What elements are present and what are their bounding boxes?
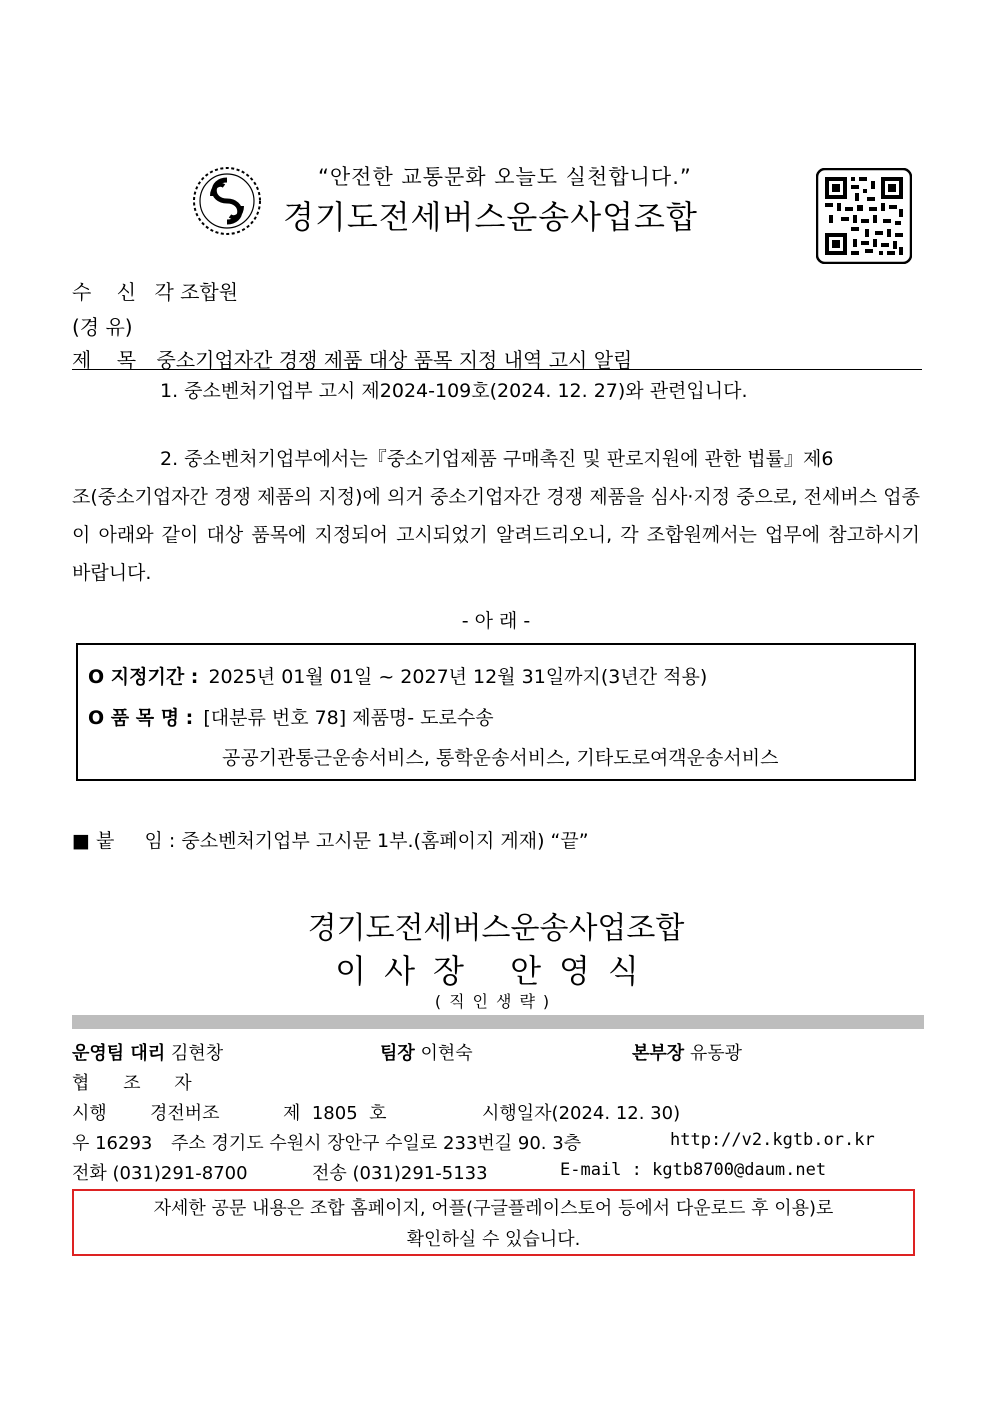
enforcement-date: 시행일자(2024. 12. 30)	[482, 1103, 681, 1124]
paragraph-2	[72, 440, 920, 592]
approval-2	[380, 1039, 473, 1065]
subject-value: 중소기업자간 경쟁 제품 대상 품목 지정 내역 고시 알림	[156, 348, 633, 372]
period-label: O 지정기간 :	[88, 666, 199, 688]
qr-code[interactable]	[816, 168, 912, 264]
homepage-link[interactable]: http://v2.kgtb.or.kr	[670, 1130, 875, 1150]
paragraph-1: 1. 중소벤처기업부 고시 제2024-109호(2024. 12. 27)와 관련입니다.	[160, 380, 748, 402]
approval-3	[632, 1039, 742, 1065]
address-text: 주소 경기도 수원시 장안구 수일로 233번길 90. 3층	[171, 1133, 582, 1154]
signature-org: 경기도전세버스운송사업조합	[307, 911, 685, 946]
paragraph-2-first-line: 2. 중소벤처기업부에서는『중소기업제품 구매촉진 및 판로지원에 관한 법률』제6	[160, 448, 834, 470]
enforcement-dept: 경전버조	[150, 1103, 220, 1124]
recipient-label: 수 신	[72, 280, 137, 304]
enforcement-number: 제 1805 호	[283, 1103, 387, 1124]
subject-underline	[72, 369, 922, 370]
notice-line-1: 자세한 공문 내용은 조합 홈페이지, 어플(구글플레이스토어 등에서 다운로드 후 이용)로	[153, 1198, 834, 1219]
divider-bar	[72, 1015, 924, 1029]
attachment-row	[72, 826, 589, 853]
item-label: O 품 목 명 :	[88, 707, 194, 729]
union-logo	[192, 166, 262, 236]
period-row	[88, 662, 707, 689]
subject-label: 제 목	[72, 348, 137, 372]
approval-1	[72, 1039, 223, 1065]
approval-2-name: 이현숙	[420, 1043, 473, 1064]
attachment-value: 중소벤처기업부 고시문 1부.(홈페이지 게재) “끝”	[181, 830, 589, 852]
designation-box	[76, 643, 916, 781]
recipient-value: 각 조합원	[154, 280, 239, 304]
slogan: “안전한 교통문화 오늘도 실천합니다.”	[318, 165, 692, 189]
notice-line-2: 확인하실 수 있습니다.	[406, 1229, 581, 1250]
enforcement-label: 시행	[72, 1103, 107, 1124]
org-title: 경기도전세버스운송사업조합	[283, 198, 698, 236]
attachment-label: ■ 붙 임 :	[72, 830, 176, 852]
below-label: - 아 래 -	[461, 610, 531, 632]
approval-3-title: 본부장	[632, 1043, 685, 1064]
paragraph-2-rest: 조(중소기업자간 경쟁 제품의 지정)에 의거 중소기업자간 경쟁 제품을 심사·지정 중으로, 전세버스 업종이 아래와 같이 대상 품목에 지정되어 고시되었기 알려드리오니, 각 조합원께서는 업무에 참고하시기 바랍니다.	[72, 486, 920, 584]
period-value: 2025년 01월 01일 ~ 2027년 12월 31일까지(3년간 적용)	[208, 666, 708, 688]
notice-box	[72, 1189, 915, 1256]
signature-chairman: 이사장 안영식	[335, 952, 657, 990]
approval-1-name: 김현창	[170, 1043, 224, 1064]
via-label: (경 유)	[72, 315, 133, 339]
approval-1-title: 운영팀 대리	[72, 1043, 166, 1064]
approval-3-name: 유동광	[689, 1043, 743, 1064]
cooperator-label: 협 조 자	[72, 1073, 206, 1094]
item-value: [대분류 번호 78] 제품명- 도로수송	[203, 707, 494, 729]
item-detail: 공공기관통근운송서비스, 통학운송서비스, 기타도로여객운송서비스	[222, 747, 779, 769]
postal-code: 우 16293	[72, 1133, 153, 1154]
phone: 전화 (031)291-8700	[72, 1163, 248, 1184]
fax: 전송 (031)291-5133	[312, 1163, 488, 1184]
seal-note: (직인생략)	[434, 992, 558, 1011]
item-row	[88, 703, 494, 730]
recipient-row	[72, 276, 238, 305]
approval-2-title: 팀장	[380, 1043, 415, 1064]
email[interactable]: E-mail : kgtb8700@daum.net	[560, 1160, 827, 1180]
